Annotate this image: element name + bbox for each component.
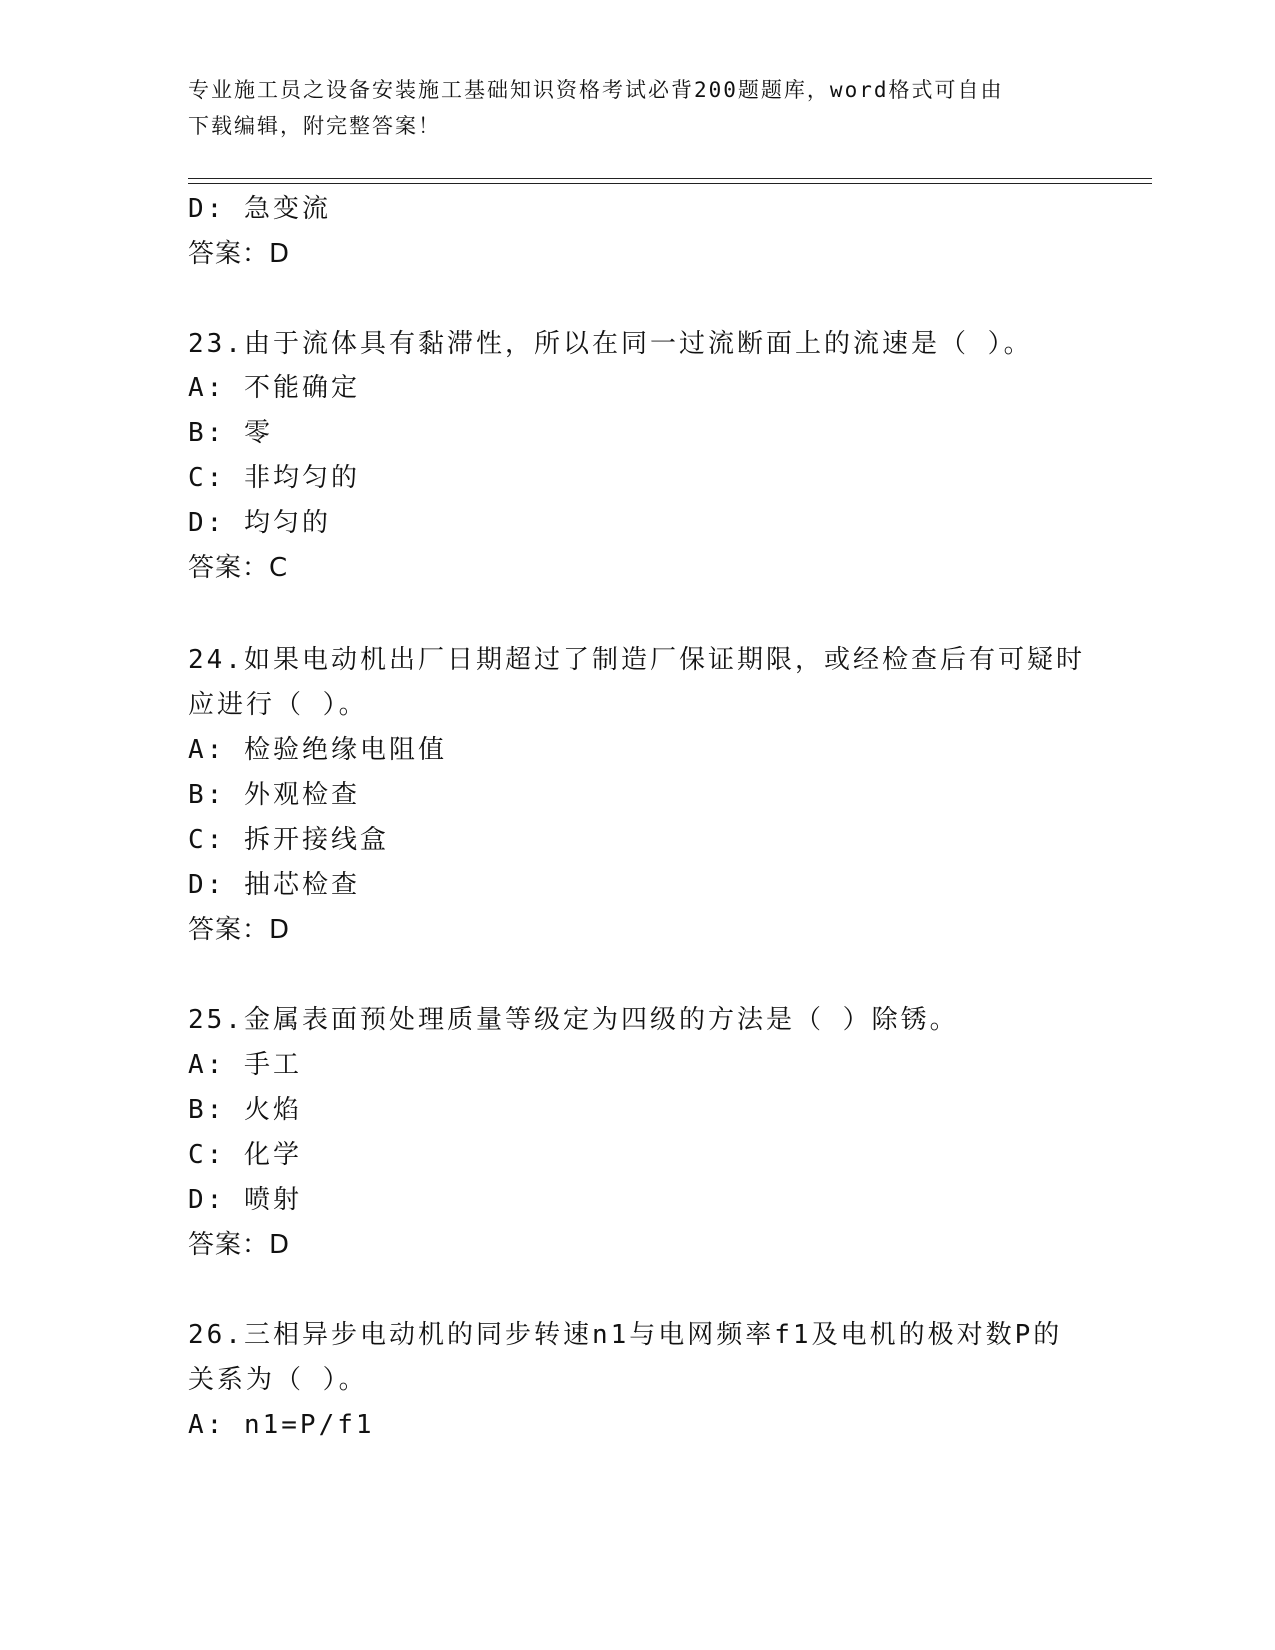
q22-answer: 答案：D <box>188 239 291 269</box>
document-header <box>188 72 1088 144</box>
q25-answer: 答案：D <box>188 1230 291 1260</box>
header-line-2: 下载编辑，附完整答案！ <box>188 114 441 138</box>
q24-question-line-1: 24.如果电动机出厂日期超过了制造厂保证期限，或经检查后有可疑时 <box>188 645 1085 675</box>
header-divider-bottom <box>188 183 1152 184</box>
q24-option-d: D: 抽芯检查 <box>188 870 360 900</box>
q24-question-line-2: 应进行（ ）。 <box>188 690 368 720</box>
q24-answer: 答案：D <box>188 915 291 945</box>
q23-option-b: B: 零 <box>188 418 273 448</box>
q24-option-a: A: 检验绝缘电阻值 <box>188 735 447 765</box>
q23-option-c: C: 非均匀的 <box>188 463 360 493</box>
header-line-1: 专业施工员之设备安装施工基础知识资格考试必背200题题库，word格式可自由 <box>188 78 1004 102</box>
q23-answer: 答案：C <box>188 553 289 583</box>
q25-option-b: B: 火焰 <box>188 1095 302 1125</box>
q25-option-c: C: 化学 <box>188 1140 302 1170</box>
q25-option-d: D: 喷射 <box>188 1185 302 1215</box>
q23-question: 23.由于流体具有黏滞性，所以在同一过流断面上的流速是（ ）。 <box>188 329 1033 359</box>
q25-question: 25.金属表面预处理质量等级定为四级的方法是（ ）除锈。 <box>188 1005 959 1035</box>
q23-option-a: A: 不能确定 <box>188 373 360 403</box>
q25-option-a: A: 手工 <box>188 1050 302 1080</box>
q24-option-b: B: 外观检查 <box>188 780 360 810</box>
q26-question-line-1: 26.三相异步电动机的同步转速n1与电网频率f1及电机的极对数P的 <box>188 1320 1063 1350</box>
header-divider-top <box>188 178 1152 179</box>
q26-question-line-2: 关系为（ ）。 <box>188 1365 368 1395</box>
q26-option-a: A: n1=P/f1 <box>188 1410 375 1440</box>
q23-option-d: D: 均匀的 <box>188 508 331 538</box>
q22-option-d: D: 急变流 <box>188 194 331 224</box>
q24-option-c: C: 拆开接线盒 <box>188 825 389 855</box>
